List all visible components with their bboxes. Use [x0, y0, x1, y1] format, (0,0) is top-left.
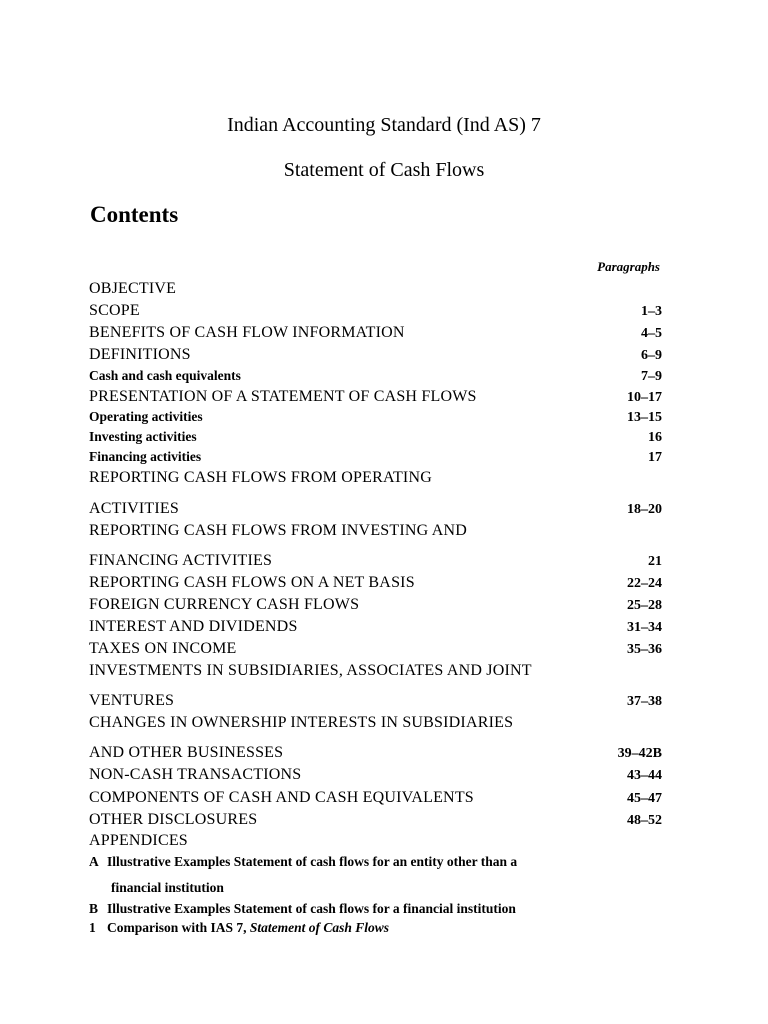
appendix-a-line — [89, 854, 517, 870]
toc-entry — [89, 596, 662, 614]
toc-entry — [89, 662, 662, 680]
toc-entry-label: CHANGES IN OWNERSHIP INTERESTS IN SUBSIDIARIES — [89, 714, 514, 731]
toc-entry-paragraphs: 7–9 — [641, 369, 662, 384]
toc-entry-label: AND OTHER BUSINESSES — [89, 744, 284, 761]
toc-entry-paragraphs: 37–38 — [627, 694, 662, 709]
toc-entry — [89, 469, 662, 487]
toc-entry-label: SCOPE — [89, 302, 140, 319]
toc-entry-paragraphs: 16 — [648, 430, 662, 445]
toc-entry — [89, 640, 662, 658]
toc-entry — [89, 522, 662, 540]
appendix-marker: 1 — [89, 920, 96, 935]
appendix-marker: B — [89, 901, 99, 916]
toc-entry-paragraphs: 39–42B — [617, 746, 662, 761]
toc-entry — [89, 429, 662, 446]
toc-entry-label: VENTURES — [89, 692, 175, 709]
paragraphs-column-heading: Paragraphs — [597, 259, 660, 274]
toc-entry — [89, 324, 662, 342]
toc-entry-label: INVESTMENTS IN SUBSIDIARIES, ASSOCIATES AND JOINT — [89, 662, 532, 679]
toc-entry — [89, 368, 662, 385]
toc-entry-label: OTHER DISCLOSURES — [89, 811, 258, 828]
toc-entry-paragraphs: 21 — [648, 554, 662, 569]
toc-entry-label: PRESENTATION OF A STATEMENT OF CASH FLOWS — [89, 388, 477, 405]
toc-entry-label: REPORTING CASH FLOWS ON A NET BASIS — [89, 574, 415, 591]
toc-entry — [89, 346, 662, 364]
toc-entry-label: INTEREST AND DIVIDENDS — [89, 618, 298, 635]
toc-entry — [89, 574, 662, 592]
toc-entry-label: COMPONENTS OF CASH AND CASH EQUIVALENTS — [89, 789, 474, 806]
toc-entry-paragraphs: 48–52 — [627, 813, 662, 828]
toc-entry — [89, 280, 662, 298]
toc-entry — [89, 832, 662, 850]
contents-heading: Contents — [90, 202, 179, 227]
toc-entry-label: Investing activities — [89, 429, 197, 444]
toc-entry-label: NON-CASH TRANSACTIONS — [89, 766, 302, 783]
toc-entry-label: Operating activities — [89, 409, 203, 424]
appendix-italic-title: Statement of Cash Flows — [249, 920, 390, 935]
toc-entry — [89, 449, 662, 466]
toc-entry — [89, 811, 662, 829]
toc-entry — [89, 302, 662, 320]
appendix-text: Illustrative Examples Statement of cash flows for an entity other than a — [107, 854, 518, 869]
toc-entry-label: Cash and cash equivalents — [89, 368, 241, 383]
toc-entry — [89, 388, 662, 406]
toc-entry-label: FINANCING ACTIVITIES — [89, 552, 273, 569]
toc-entry-label: REPORTING CASH FLOWS FROM OPERATING — [89, 469, 432, 486]
appendix-text: financial institution — [111, 880, 224, 895]
document-subtitle: Statement of Cash Flows — [283, 159, 485, 181]
appendix-marker: A — [89, 854, 99, 869]
toc-entry-paragraphs: 6–9 — [641, 348, 662, 363]
appendix-text: Illustrative Examples Statement of cash flows for a financial institution — [107, 901, 516, 916]
toc-entry-label: ACTIVITIES — [89, 500, 179, 517]
appendix-b-line — [89, 901, 516, 917]
toc-entry-label: REPORTING CASH FLOWS FROM INVESTING AND — [89, 522, 467, 539]
toc-entry-paragraphs: 25–28 — [627, 598, 662, 613]
toc-entry-paragraphs: 18–20 — [627, 502, 662, 517]
toc-entry-paragraphs: 1–3 — [641, 304, 662, 319]
toc-entry — [89, 789, 662, 807]
toc-entry — [89, 409, 662, 426]
toc-entry — [89, 618, 662, 636]
toc-entry-label: APPENDICES — [89, 832, 188, 849]
toc-entry-label: Financing activities — [89, 449, 202, 464]
appendix-text: Comparison with IAS 7, — [107, 920, 247, 935]
toc-entry-label: TAXES ON INCOME — [89, 640, 237, 657]
toc-entry-label: OBJECTIVE — [89, 280, 177, 297]
toc-entry-paragraphs: 45–47 — [627, 791, 662, 806]
toc-entry-paragraphs: 17 — [648, 450, 662, 465]
toc-entry-paragraphs: 31–34 — [627, 620, 662, 635]
toc-entry-label: BENEFITS OF CASH FLOW INFORMATION — [89, 324, 405, 341]
toc-entry — [89, 552, 662, 570]
toc-entry-paragraphs: 13–15 — [627, 410, 662, 425]
toc-entry — [89, 744, 662, 762]
toc-entry-paragraphs: 10–17 — [627, 390, 662, 405]
toc-entry — [89, 692, 662, 710]
toc-entry — [89, 766, 662, 784]
toc-entry-paragraphs: 43–44 — [627, 768, 662, 783]
toc-entry-paragraphs: 4–5 — [641, 326, 662, 341]
toc-entry — [89, 500, 662, 518]
appendix-1-line — [89, 920, 389, 936]
toc-entry — [89, 714, 662, 732]
toc-entry-paragraphs: 35–36 — [627, 642, 662, 657]
toc-entry-label: FOREIGN CURRENCY CASH FLOWS — [89, 596, 360, 613]
toc-entry-paragraphs: 22–24 — [627, 576, 662, 591]
document-title: Indian Accounting Standard (Ind AS) 7 — [227, 114, 541, 136]
toc-entry-label: DEFINITIONS — [89, 346, 191, 363]
appendix-a-continuation — [111, 880, 224, 896]
